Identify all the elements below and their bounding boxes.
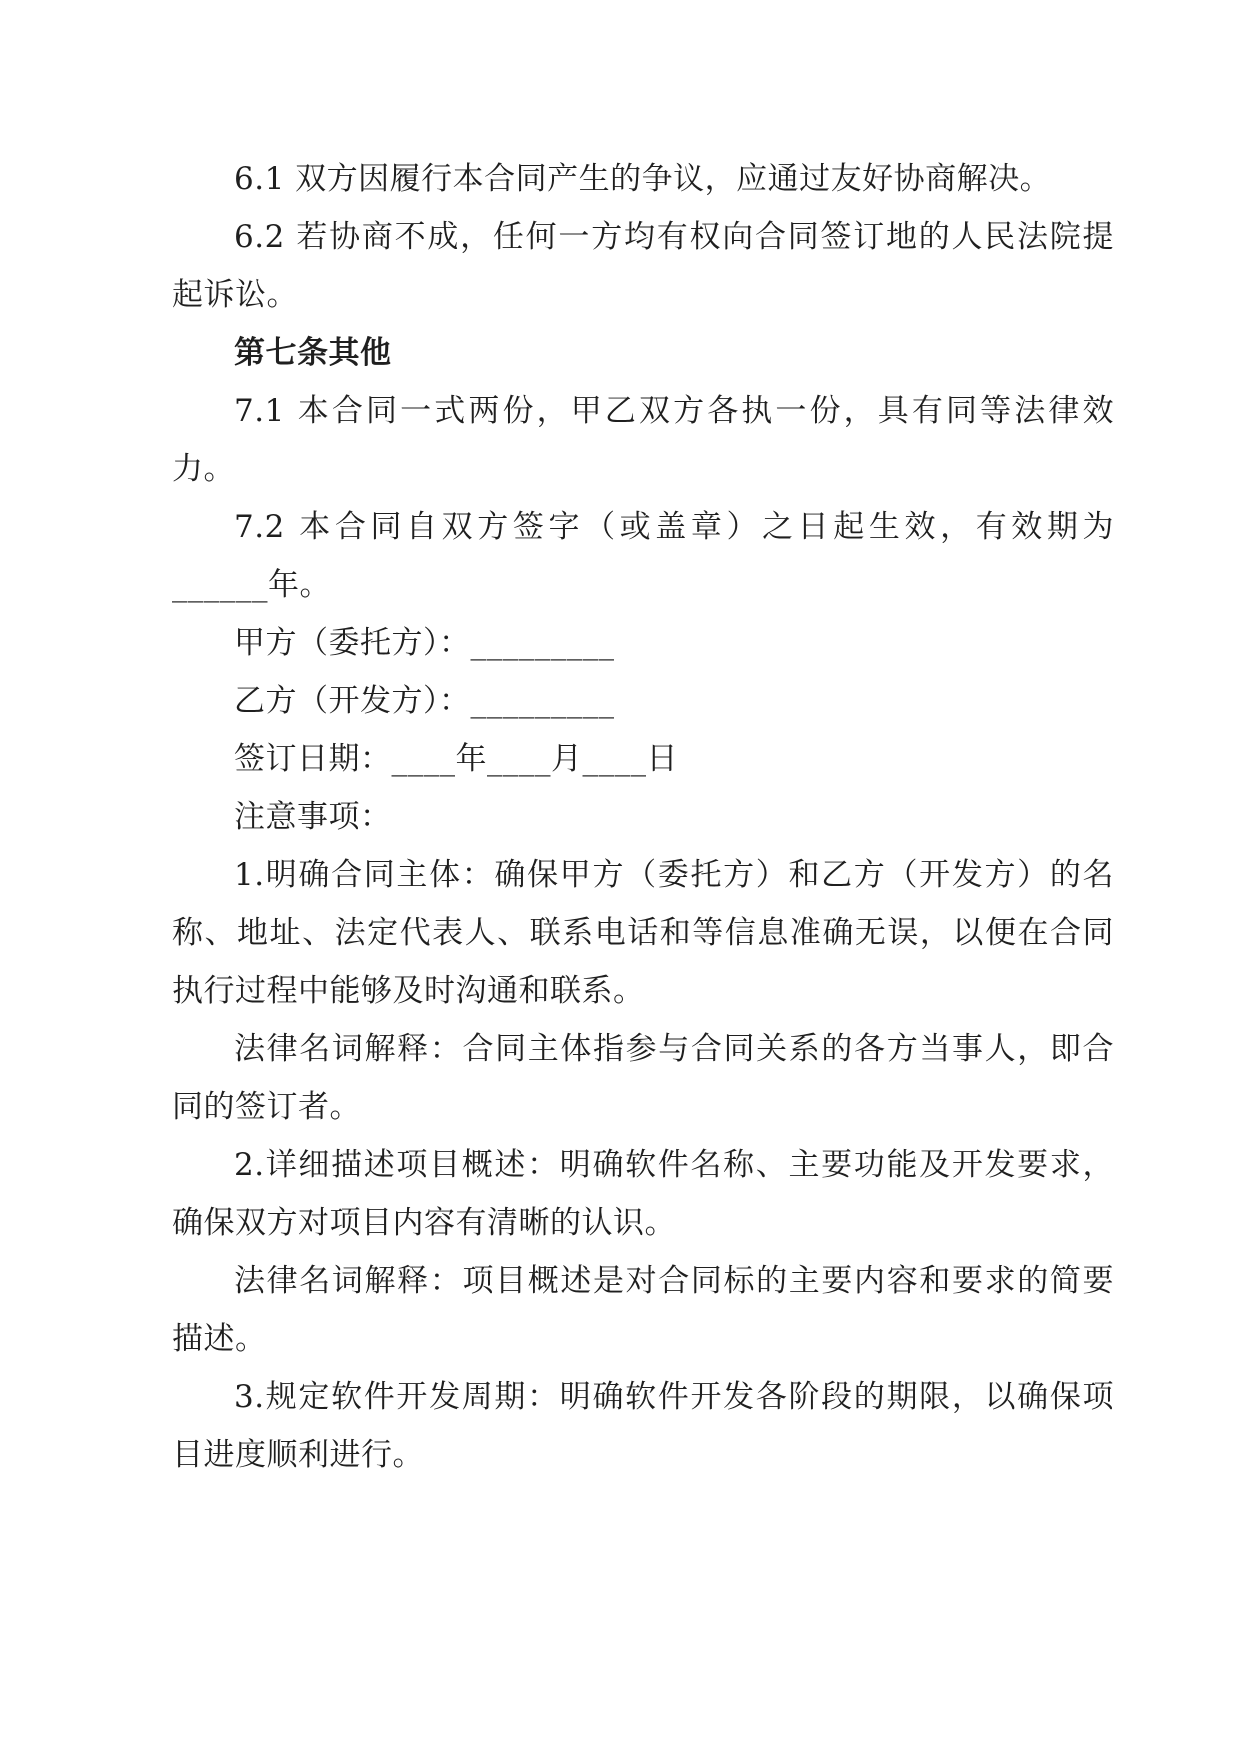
paragraph: 乙方（开发方）：_________ [234, 683, 615, 719]
paragraph: 法律名词解释：合同主体指参与合同关系的各方当事人，即合同的签订者。 [172, 1031, 1114, 1125]
document-body [172, 150, 1114, 1484]
paragraph: 法律名词解释：项目概述是对合同标的主要内容和要求的简要描述。 [172, 1263, 1114, 1357]
paragraph: 6.2 若协商不成，任何一方均有权向合同签订地的人民法院提起诉讼。 [172, 219, 1114, 313]
paragraph: 6.1 双方因履行本合同产生的争议，应通过友好协商解决。 [234, 161, 1052, 197]
paragraph: 1.明确合同主体：确保甲方（委托方）和乙方（开发方）的名称、地址、法定代表人、联系电话和等信息准确无误，以便在合同执行过程中能够及时沟通和联系。 [172, 857, 1114, 1009]
paragraph: 3.规定软件开发周期：明确软件开发各阶段的期限，以确保项目进度顺利进行。 [172, 1379, 1114, 1473]
paragraph: 2.详细描述项目概述：明确软件名称、主要功能及开发要求，确保双方对项目内容有清晰的认识。 [172, 1147, 1114, 1241]
paragraph: 7.1 本合同一式两份，甲乙双方各执一份，具有同等法律效力。 [172, 393, 1114, 487]
paragraph: 注意事项： [234, 799, 392, 835]
paragraph: 7.2 本合同自双方签字（或盖章）之日起生效，有效期为______年。 [172, 509, 1114, 603]
paragraph: 甲方（委托方）：_________ [234, 625, 615, 661]
section-heading: 第七条其他 [234, 335, 392, 371]
paragraph: 签订日期：____年____月____日 [234, 741, 678, 777]
